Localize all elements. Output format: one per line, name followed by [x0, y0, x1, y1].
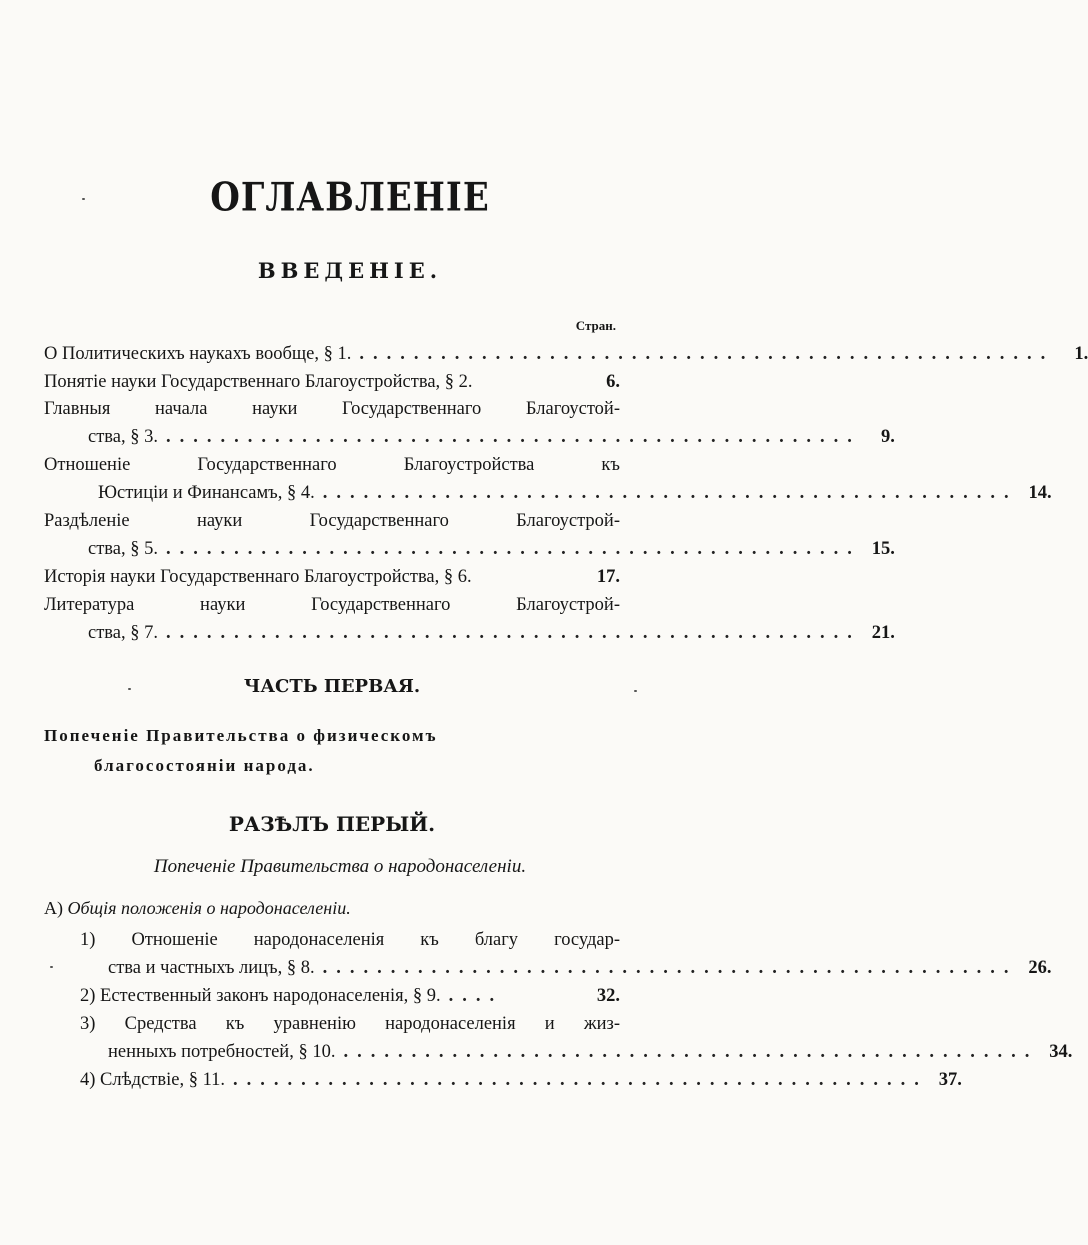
toc-entry-text [80, 1068, 225, 1092]
dot-leader: ................................................... [322, 483, 1018, 503]
toc-entry-page: 37. [938, 1070, 962, 1090]
toc-entry-text: ства, § 3. [88, 427, 158, 447]
toc-entry-page: 17. [596, 567, 620, 587]
print-speck [82, 198, 85, 200]
toc-entry [44, 565, 620, 589]
section-heading: РАЗѢЛЪ ПЕРЫЙ. [228, 812, 436, 836]
entry-number: 2) [80, 986, 96, 1006]
toc-entry [88, 621, 895, 645]
toc-entry [44, 370, 620, 394]
toc-entry-line1 [80, 1012, 620, 1036]
toc-entry-text: Понятіе науки Государственнаго Благоустройства, § 2. [44, 372, 473, 392]
toc-entry-text: Исторія науки Государственнаго Благоустройства, § 6. [44, 567, 472, 587]
toc-entry-page: 21. [871, 623, 895, 643]
introduction-heading: ВВЕДЕНІЕ. [257, 258, 443, 283]
toc-entry-text: ства и частныхъ лицъ, § 8. [108, 958, 315, 978]
toc-entry-line1: Главныя начала науки Государственнаго Благоустой- [44, 399, 620, 419]
entry-title: Слѣдствіе, § 11. [100, 1070, 226, 1090]
group-a-title: Общія положенія о народонаселеніи. [67, 898, 351, 918]
toc-entry-page: 15. [871, 539, 895, 559]
print-speck [634, 690, 637, 692]
toc-entry [108, 956, 1052, 980]
dot-leader: ................................................... [322, 958, 1018, 978]
toc-entry-text: Юстиціи и Финансамъ, § 4. [98, 483, 315, 503]
toc-entry-text: О Политическихъ наукахъ вообще, § 1. [44, 344, 352, 364]
entry-number: 4) [80, 1070, 96, 1090]
toc-entry [44, 342, 1088, 366]
toc-entry-text: ства, § 5. [88, 539, 158, 559]
dot-leader: ................................................... [166, 427, 861, 447]
page-title: ОГЛАВЛЕНІЕ [210, 175, 490, 221]
part-one-heading: ЧАСТЬ ПЕРВАЯ. [243, 676, 421, 697]
toc-entry [88, 537, 895, 561]
entry-title: Естественный законъ народонаселенія, § 9. [100, 986, 441, 1006]
group-a-label: А) [44, 898, 63, 918]
section-subheading: Попеченіе Правительства о народонаселеніи. [153, 856, 527, 877]
toc-entry-text: Средства къ уравненію народонаселенія и жиз- [124, 1014, 620, 1034]
toc-entry [80, 1068, 962, 1092]
toc-entry-page: 1. [1074, 344, 1088, 364]
print-speck [50, 966, 53, 968]
toc-entry-line1: Отношеніе Государственнаго Благоустройства къ [44, 455, 620, 475]
toc-entry-page: 14. [1028, 483, 1052, 503]
toc-entry-line1 [80, 928, 620, 952]
toc-entry-page: 6. [606, 372, 620, 392]
toc-entry-text [80, 984, 441, 1008]
toc-entry-page: 26. [1028, 958, 1052, 978]
toc-entry-line1: Раздѣленіе науки Государственнаго Благоустрой- [44, 511, 620, 531]
toc-entry [108, 1040, 1073, 1064]
toc-entry-page: 32. [596, 986, 620, 1006]
dot-leader: ................................................... [343, 1042, 1039, 1062]
toc-entry-page: 34. [1049, 1042, 1073, 1062]
print-speck [128, 688, 131, 690]
entry-number: 3) [80, 1014, 96, 1034]
dot-leader: ................................................... [233, 1070, 928, 1090]
toc-entry-text: ства, § 7. [88, 623, 158, 643]
toc-entry [88, 425, 895, 449]
toc-entry [98, 481, 1052, 505]
toc-entry-text: Отношеніе народонаселенія къ благу государ- [131, 930, 620, 950]
toc-entry-line1: Литература науки Государственнаго Благоустрой- [44, 595, 620, 615]
dot-leader: ................................................... [166, 539, 861, 559]
group-a-heading [44, 898, 351, 919]
entry-number: 1) [80, 930, 96, 950]
part-one-subtitle-line2: благосостояніи народа. [94, 756, 315, 775]
dot-leader: .... [448, 986, 504, 1006]
toc-entry-text: ненныхъ потребностей, § 10. [108, 1042, 336, 1062]
dot-leader: ................................................... [359, 344, 1055, 364]
page-column-label: Стран. [575, 318, 616, 333]
toc-entry [80, 984, 620, 1008]
toc-entry-page: 9. [881, 427, 895, 447]
part-one-subtitle-line1: Попеченіе Правительства о физическомъ [44, 726, 438, 745]
dot-leader: ................................................... [166, 623, 861, 643]
